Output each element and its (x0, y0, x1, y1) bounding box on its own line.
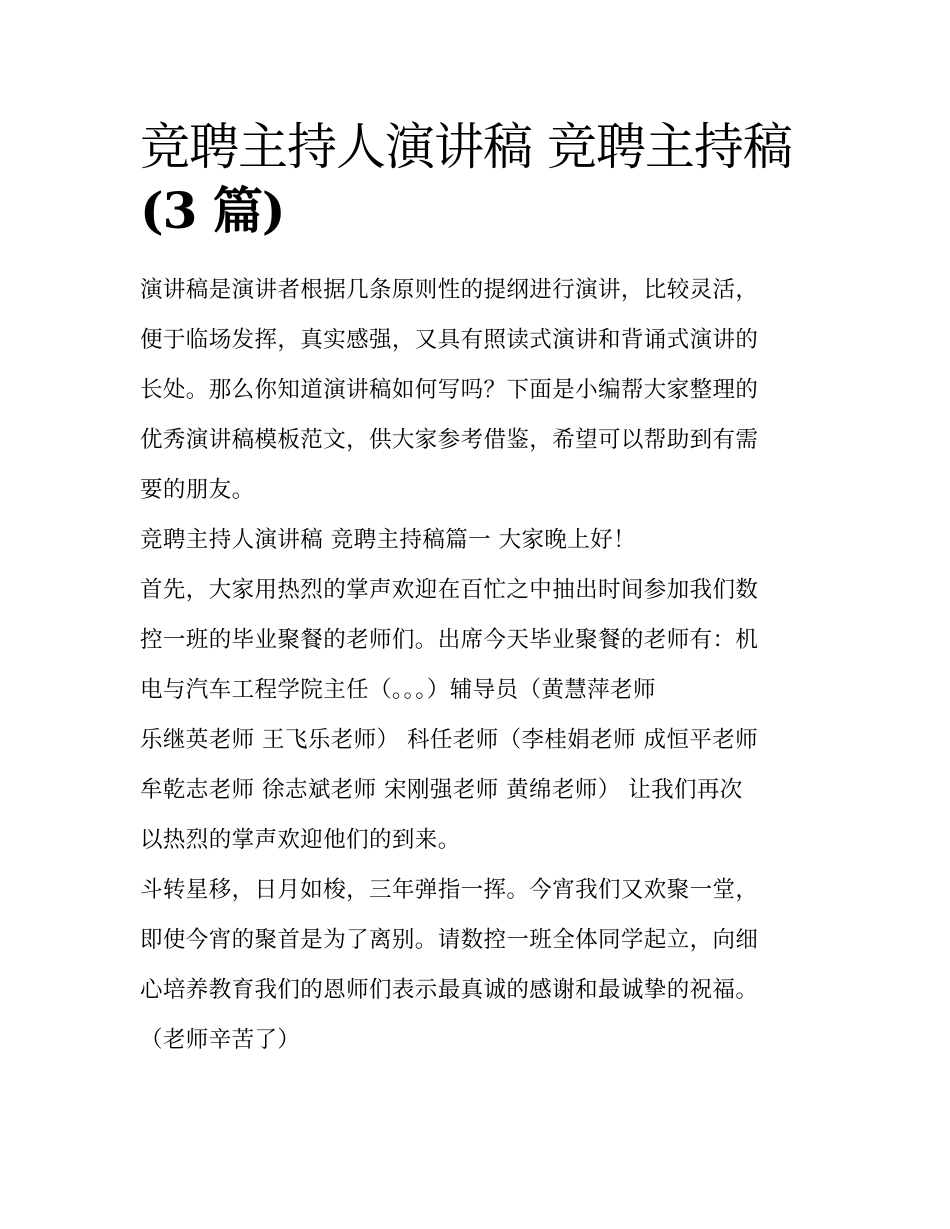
text-line: 首先，大家用热烈的掌声欢迎在百忙之中抽出时间参加我们数 (140, 577, 759, 603)
text-line: 演讲稿是演讲者根据几条原则性的提纲进行演讲，比较灵活， (140, 277, 759, 303)
title-line-1: 竞聘主持人演讲稿 竞聘主持稿 (140, 118, 792, 176)
text-line: 长处。那么你知道演讲稿如何写吗？下面是小编帮大家整理的 (140, 377, 759, 403)
text-line: （老师辛苦了） (140, 1027, 301, 1053)
text-line: 优秀演讲稿模板范文，供大家参考借鉴，希望可以帮助到有需 (140, 427, 759, 453)
text-line: 牟乾志老师 徐志斌老师 宋刚强老师 黄绵老师） 让我们再次 (140, 777, 743, 803)
text-line: 要的朋友。 (140, 477, 255, 503)
text-line: 电与汽车工程学院主任（。。。）辅导员（黄慧萍老师 (140, 677, 656, 703)
text-line: 乐继英老师 王飞乐老师） 科任老师（李桂娟老师 成恒平老师 (140, 727, 759, 753)
text-line: 即使今宵的聚首是为了离别。请数控一班全体同学起立，向细 (140, 927, 759, 953)
text-line: 斗转星移，日月如梭，三年弹指一挥。今宵我们又欢聚一堂， (140, 877, 759, 903)
intro-paragraph (140, 265, 820, 515)
title-line-2: (3 篇) (140, 181, 285, 240)
document-title (140, 115, 820, 243)
document-body (140, 115, 820, 1065)
section-heading-paragraph (140, 515, 820, 565)
text-line: 心培养教育我们的恩师们表示最真诚的感谢和最诚挚的祝福。 (140, 977, 759, 1003)
text-line: 控一班的毕业聚餐的老师们。出席今天毕业聚餐的老师有：机 (140, 627, 759, 653)
welcome-paragraph (140, 565, 820, 865)
text-line: 便于临场发挥，真实感强，又具有照读式演讲和背诵式演讲的 (140, 327, 759, 353)
text-line: 以热烈的掌声欢迎他们的到来。 (140, 827, 461, 853)
gratitude-paragraph (140, 865, 820, 1065)
text-line: 竞聘主持人演讲稿 竞聘主持稿篇一 大家晚上好！ (140, 527, 637, 553)
